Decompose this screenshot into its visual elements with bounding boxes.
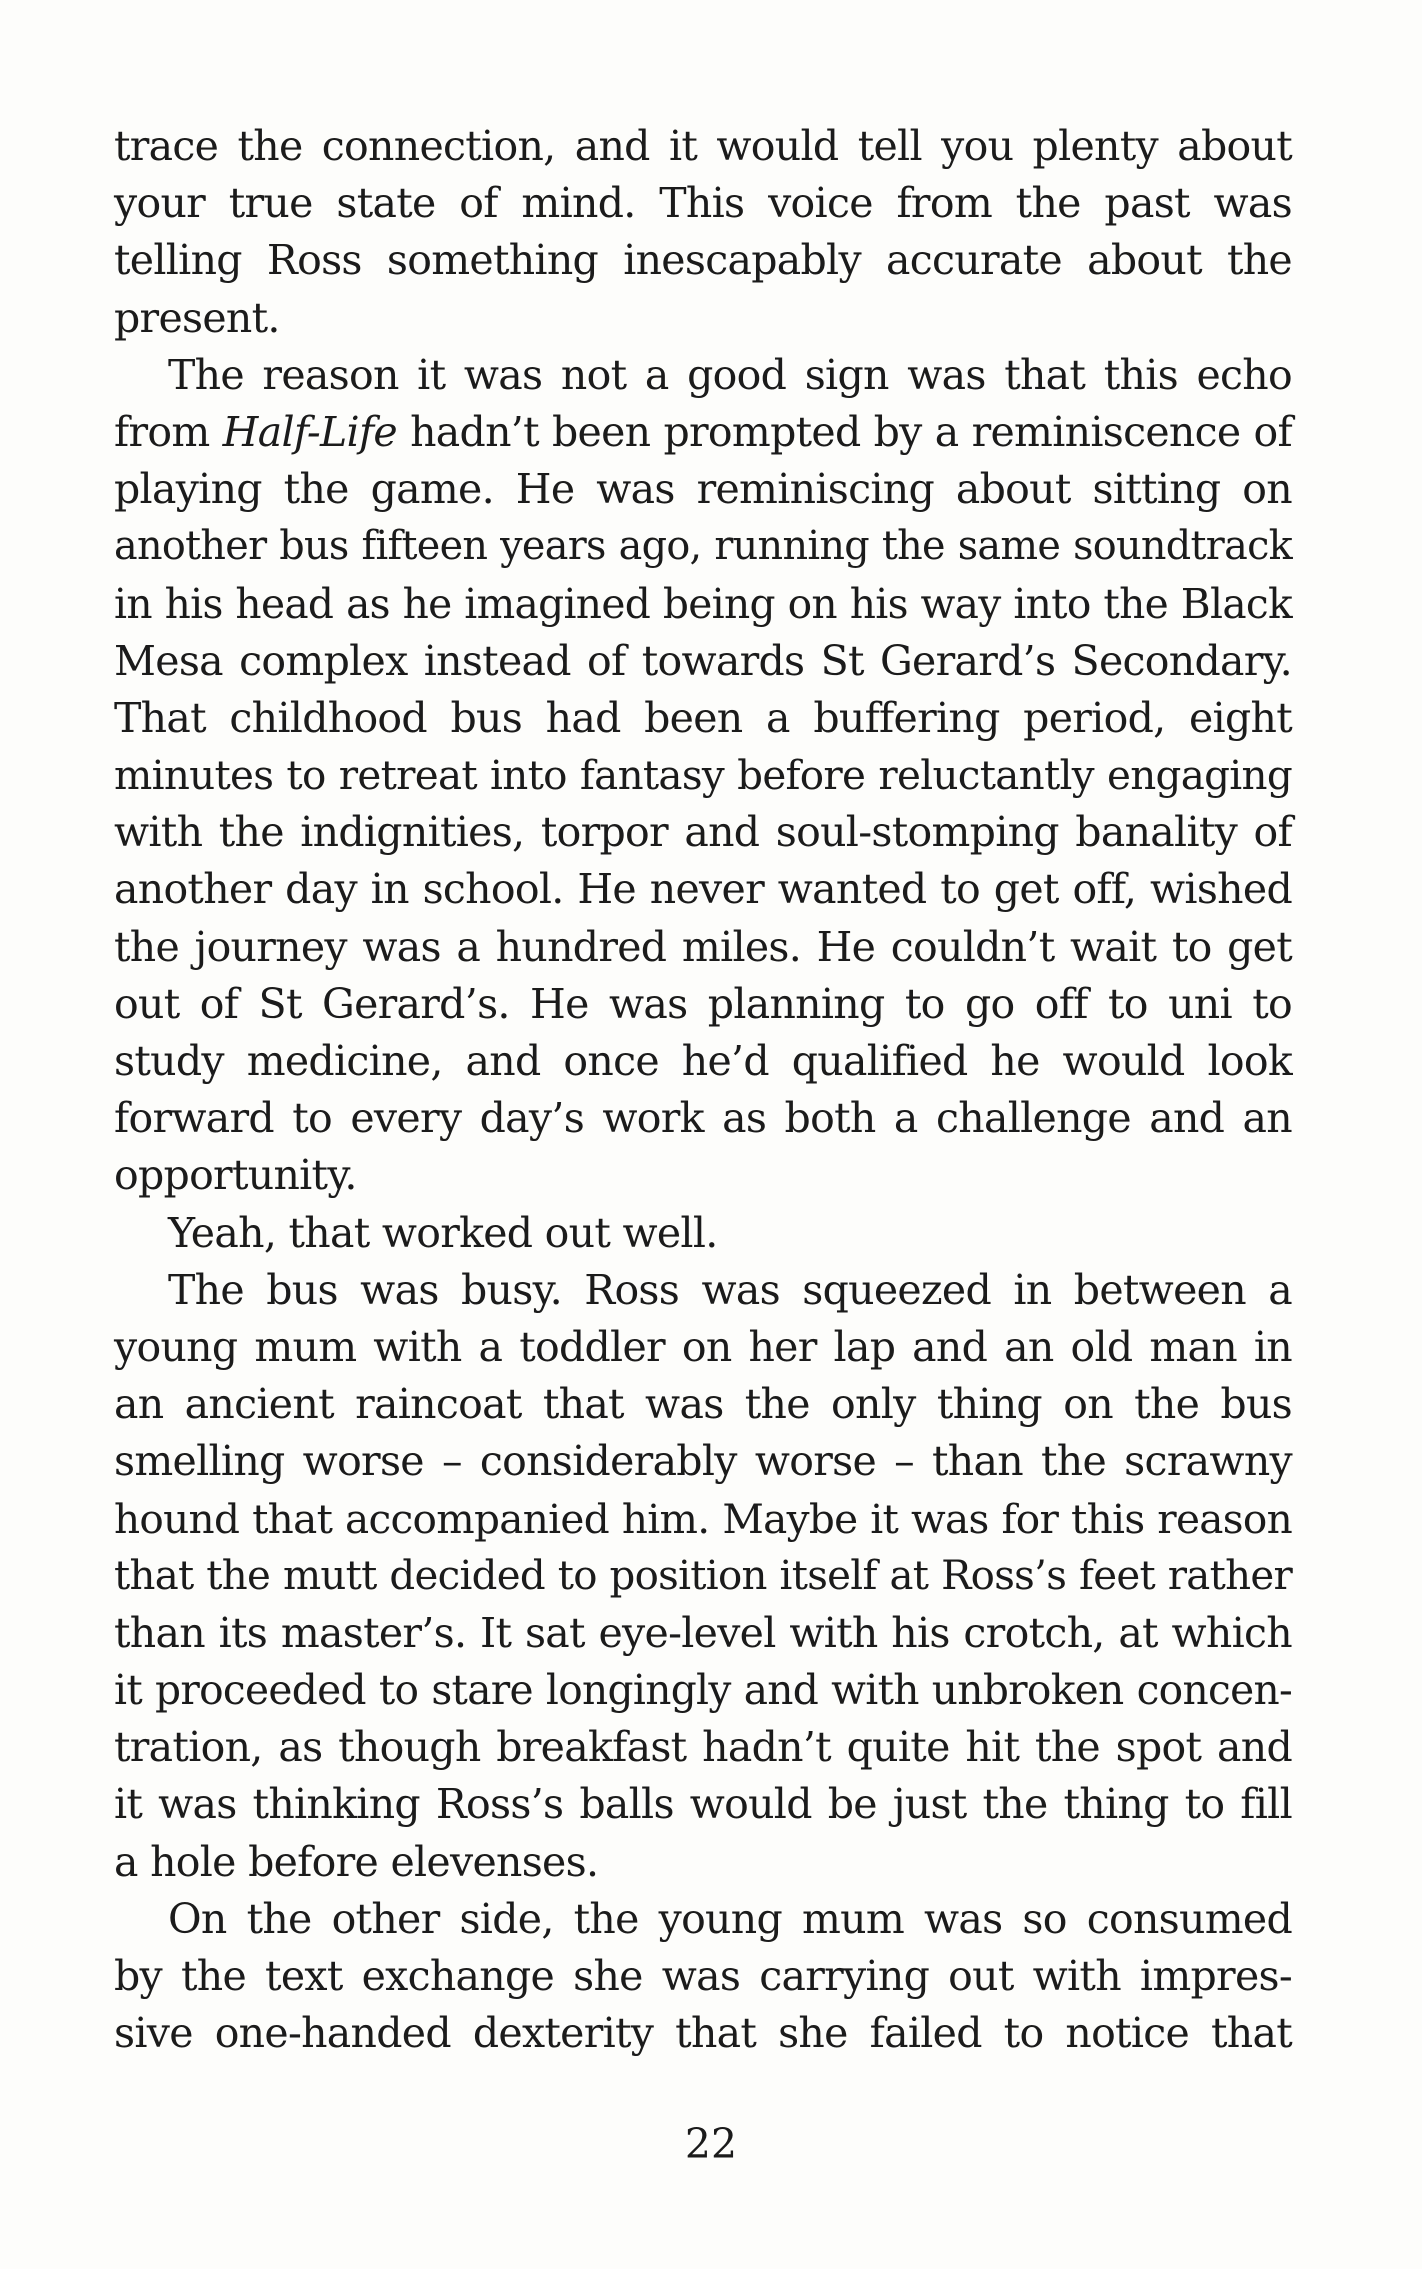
text-line: minutes to retreat into fantasy before reluctantly engaging xyxy=(114,751,1292,800)
text-line: an ancient raincoat that was the only thing on the bus xyxy=(114,1380,1292,1429)
text-line: Mesa complex instead of towards St Gerard’s Secondary. xyxy=(114,636,1292,685)
text-line: a hole before elevenses. xyxy=(114,1837,599,1886)
text-line: in his head as he imagined being on his way into the Black xyxy=(114,579,1292,628)
text-line: with the indignities, torpor and soul-stomping banality of xyxy=(114,808,1292,857)
text-line: another day in school. He never wanted to get off, wished xyxy=(114,865,1292,914)
text-line: that the mutt decided to position itself at Ross’s feet rather xyxy=(114,1552,1292,1599)
text-line: hound that accompanied him. Maybe it was for this reason xyxy=(114,1494,1292,1543)
text-line: The bus was busy. Ross was squeezed in between a xyxy=(168,1265,1292,1314)
italic-title: Half-Life xyxy=(222,407,397,456)
text-line: your true state of mind. This voice from the past was xyxy=(114,179,1292,228)
text-line: than its master’s. It sat eye-level with his crotch, at which xyxy=(114,1608,1292,1657)
text-line: another bus fifteen years ago, running the same soundtrack xyxy=(114,523,1292,570)
text-line: On the other side, the young mum was so consumed xyxy=(168,1894,1292,1943)
text-line: study medicine, and once he’d qualified he would look xyxy=(114,1037,1292,1085)
text-line: tration, as though breakfast hadn’t quite hit the spot and xyxy=(114,1723,1292,1772)
page-number: 22 xyxy=(684,2120,738,2168)
text-line: it was thinking Ross’s balls would be just the thing to fill xyxy=(114,1780,1292,1829)
text-line: smelling worse – considerably worse – than the scrawny xyxy=(114,1437,1292,1486)
text-segment: from xyxy=(114,407,223,456)
text-line: young mum with a toddler on her lap and an old man in xyxy=(114,1322,1292,1371)
text-line: opportunity. xyxy=(114,1151,357,1200)
text-line: present. xyxy=(114,293,280,342)
text-line: Yeah, that worked out well. xyxy=(168,1208,718,1257)
text-line: out of St Gerard’s. He was planning to go off to uni to xyxy=(114,979,1292,1028)
text-line: That childhood bus had been a buffering period, eight xyxy=(114,693,1292,742)
text-line: trace the connection, and it would tell you plenty about xyxy=(114,122,1292,170)
text-line: playing the game. He was reminiscing about sitting on xyxy=(114,465,1292,514)
text-line: the journey was a hundred miles. He couldn’t wait to get xyxy=(114,922,1292,971)
text-line: by the text exchange she was carrying out with impres- xyxy=(114,1952,1292,2000)
text-line: forward to every day’s work as both a challenge and an xyxy=(114,1094,1292,1143)
text-line: telling Ross something inescapably accurate about the xyxy=(114,236,1292,285)
text-line: The reason it was not a good sign was that this echo xyxy=(168,350,1292,399)
text-segment: hadn’t been prompted by a reminiscence of xyxy=(397,407,1292,456)
body-text xyxy=(114,118,1292,2062)
text-line: it proceeded to stare longingly and with unbroken concen- xyxy=(114,1666,1292,1715)
text-line xyxy=(114,404,1292,461)
text-line: sive one-handed dexterity that she failed to notice that xyxy=(114,2009,1292,2058)
